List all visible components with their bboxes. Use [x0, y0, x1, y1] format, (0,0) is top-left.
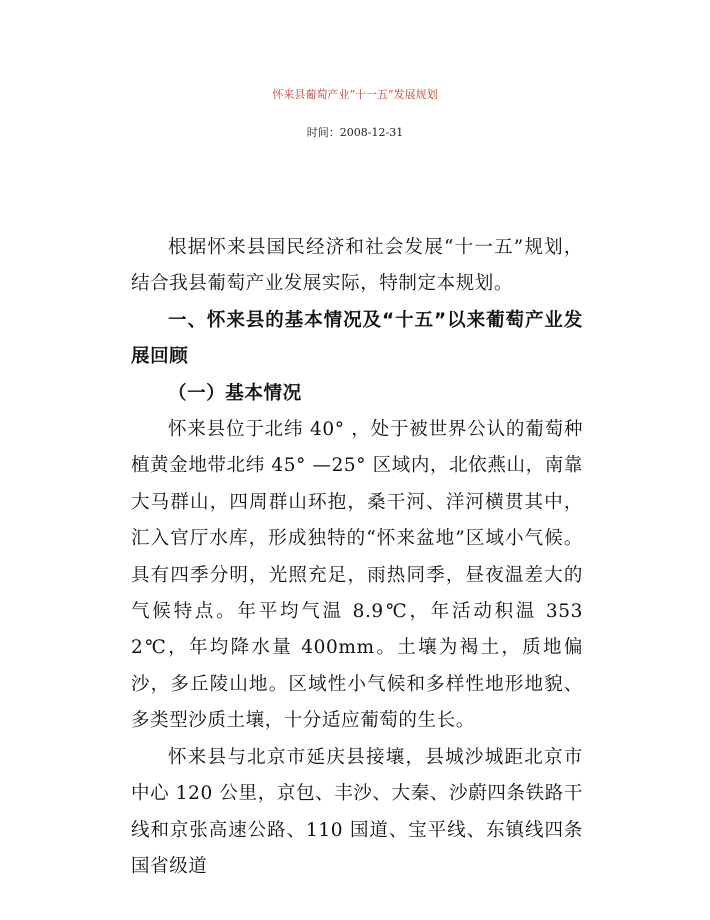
intro-paragraph: 根据怀来县国民经济和社会发展“十一五”规划，结合我县葡萄产业发展实际，特制定本规划。 — [131, 237, 583, 295]
document-date: 时间：2008-12-31 — [306, 126, 404, 139]
body-paragraph: 怀来县与北京市延庆县接壤，县城沙城距北京市中心 120 公里，京包、丰沙、大秦、沙蔚四条铁路干线和京张高速公路、110 国道、宝平线、东镇线四条国省级道 — [131, 746, 583, 877]
body-paragraph: 怀来县位于北纬 40° ，处于被世界公认的葡萄种植黄金地带北纬 45° —25° 区域内，北依燕山，南靠大马群山，四周群山环抱，桑干河、洋河横贯其中，汇入官厅水库，形成独特的“怀来盆地”区域小气候。具有四季分明，光照充足，雨热同季，昼夜温差大的气候特点。年平均气温 8.9℃，年活动积温 3532℃，年均降水量 400mm。土壤为褐土，质地偏沙，多丘陵山地。区域性小气候和多样性地形地貌、多类型沙质土壤，十分适应葡萄的生长。 — [131, 419, 583, 732]
document-body — [131, 230, 583, 885]
subsection-heading: （一）基本情况 — [168, 382, 302, 404]
section-heading: 一、怀来县的基本情况及“十五”以来葡萄产业发展回顾 — [131, 309, 583, 368]
document-title: 怀来县葡萄产业“十一五”发展规划 — [272, 88, 438, 101]
